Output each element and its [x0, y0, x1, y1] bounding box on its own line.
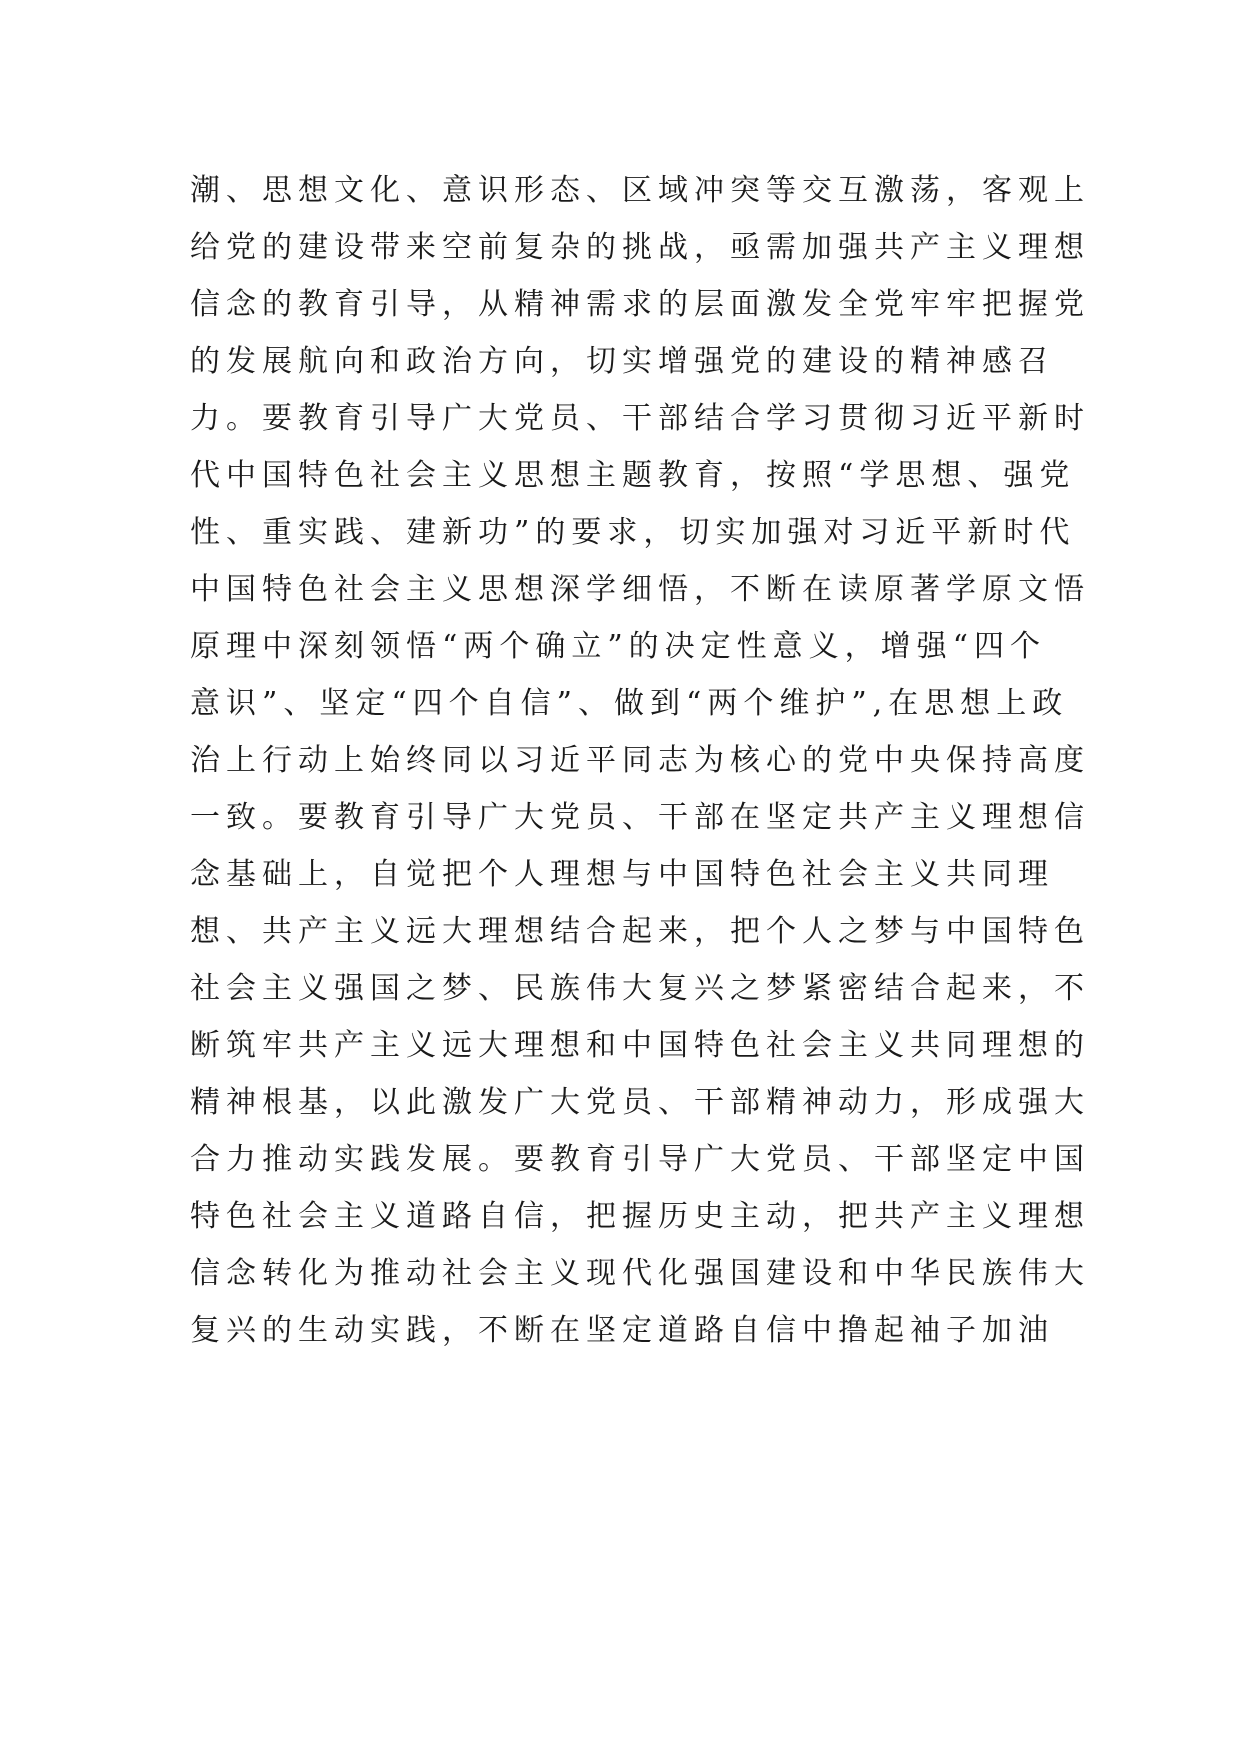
text-line: 社会主义强国之梦、民族伟大复兴之梦紧密结合起来，不 [190, 971, 1090, 1006]
body-text [190, 162, 1090, 1359]
text-line: 特色社会主义道路自信，把握历史主动，把共产主义理想 [190, 1199, 1090, 1234]
text-line: 想、共产主义远大理想结合起来，把个人之梦与中国特色 [190, 914, 1090, 949]
text-line: 的发展航向和政治方向，切实增强党的建设的精神感召 [190, 344, 1054, 379]
text-line: 念基础上，自觉把个人理想与中国特色社会主义共同理 [190, 857, 1054, 892]
text-line: 信念转化为推动社会主义现代化强国建设和中华民族伟大 [190, 1256, 1090, 1291]
text-line: 一致。要教育引导广大党员、干部在坚定共产主义理想信 [190, 800, 1090, 835]
text-line: 力。要教育引导广大党员、干部结合学习贯彻习近平新时 [190, 401, 1090, 436]
text-line: 复兴的生动实践，不断在坚定道路自信中撸起袖子加油 [190, 1313, 1054, 1348]
text-line: 断筑牢共产主义远大理想和中国特色社会主义共同理想的 [190, 1028, 1090, 1063]
text-line: 给党的建设带来空前复杂的挑战，亟需加强共产主义理想 [190, 230, 1090, 265]
text-line: 性、重实践、建新功”的要求，切实加强对习近平新时代 [190, 515, 1076, 550]
text-line: 信念的教育引导，从精神需求的层面激发全党牢牢把握党 [190, 287, 1090, 322]
text-line: 治上行动上始终同以习近平同志为核心的党中央保持高度 [190, 743, 1090, 778]
text-line: 意识”、坚定“四个自信”、做到“两个维护”,在思想上政 [190, 686, 1069, 721]
text-line: 原理中深刻领悟“两个确立”的决定性意义，增强“四个 [190, 629, 1047, 664]
text-line: 合力推动实践发展。要教育引导广大党员、干部坚定中国 [190, 1142, 1090, 1177]
text-line: 中国特色社会主义思想深学细悟，不断在读原著学原文悟 [190, 572, 1090, 607]
text-line: 代中国特色社会主义思想主题教育，按照“学思想、强党 [190, 458, 1076, 493]
text-line: 精神根基，以此激发广大党员、干部精神动力，形成强大 [190, 1085, 1090, 1120]
text-line: 潮、思想文化、意识形态、区域冲突等交互激荡，客观上 [190, 173, 1090, 208]
